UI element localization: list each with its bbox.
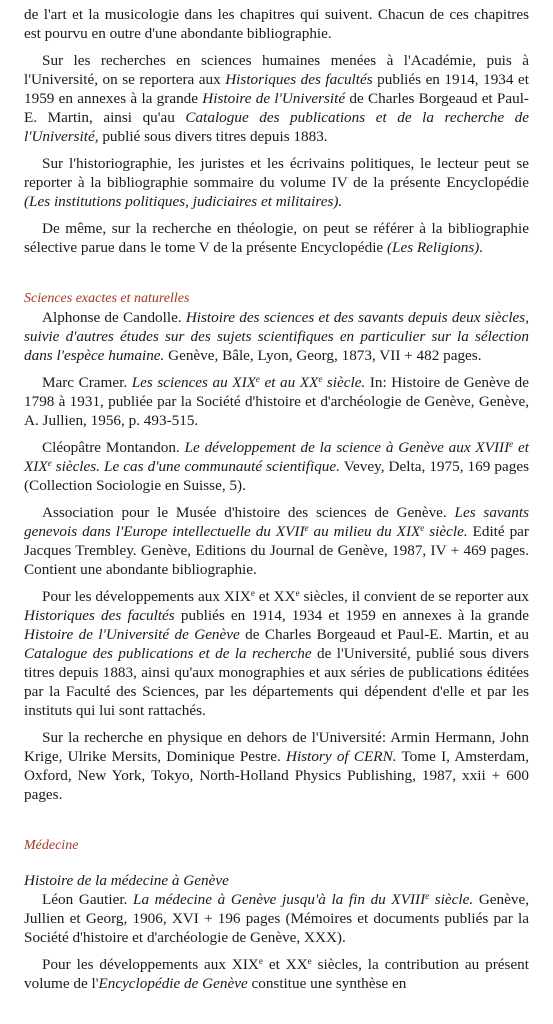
author: Cléopâtre Montandon. (42, 439, 185, 456)
text: au milieu du XIX (308, 523, 421, 540)
text: Les sciences au XIX (131, 374, 256, 391)
italic-title: Historiques des facultés (24, 607, 175, 624)
paragraph-physics-research (24, 728, 529, 804)
paragraph-theology (24, 219, 529, 257)
superscript: e (509, 439, 514, 449)
bibliography-entry-cramer (24, 373, 529, 430)
superscript: e (258, 956, 263, 966)
section-heading-sciences: Sciences exactes et naturelles (24, 291, 190, 306)
italic-title (133, 891, 473, 908)
superscript: e (250, 588, 255, 598)
author: Léon Gautier. (42, 891, 133, 908)
publication-info: Genève, Bâle, Lyon, Georg, 1873, VII + 482 pages. (164, 347, 482, 364)
publication-info: Edité par Jacques Trembley. Genève, Editions du Journal de Genève, 1987, IV + 469 pages. Contient une abondante bibliographie. (24, 523, 529, 578)
italic-title: (Les institutions politiques, judiciaires et militaires). (24, 193, 343, 210)
italic-title: Histoire de l'Université de Genève (24, 626, 240, 643)
author: Alphonse de Candolle. (42, 309, 186, 326)
text: La médecine à Genève jusqu'à la fin du XVIII (133, 891, 426, 908)
text: de l'Université, publié sous divers titres depuis 1883, ainsi qu'aux monographies et aux séries de publications éditées par la Faculté des Sciences, par les départements qui dépendent d'elle et par les instituts qui lui sont rattachés. (24, 645, 530, 719)
italic-title: Encyclopédie de Genève (98, 975, 248, 992)
paragraph-medecine-developments (24, 955, 529, 993)
text: de Charles Borgeaud et Paul-E. Martin, et au (239, 626, 529, 643)
text: Tome I, Amsterdam, Oxford, New York, Tokyo, North-Holland Physics Publishing, 1987, xxii + 600 pages. (24, 748, 529, 803)
italic-title: Histoire des sciences et des savants depuis deux siècles, suivie d'autres études sur des sujets scientifiques en particulier sur la sélection dans l'espèce humaine. (24, 309, 529, 364)
bibliography-entry-gautier (24, 890, 529, 947)
text: publiés en 1914, 1934 et 1959 en annexes à la grande (24, 71, 529, 107)
text: Sur l'historiographie, les juristes et les écrivains politiques, le lecteur peut se reporter à la bibliographie sommaire du volume IV de la présente Encyclopédie (24, 155, 529, 191)
author: Marc Cramer. (42, 374, 132, 391)
italic-title: Historiques des facultés (225, 71, 373, 88)
text: de l'art et la musicologie dans les chapitres qui suivent. Chacun de ces chapitres est pourvu en outre d'une abondante bibliographie. (24, 6, 529, 42)
text: publiés en 1914, 1934 et 1959 en annexes à la grande (174, 607, 529, 624)
publication-info: Genève, Jullien et Georg, 1906, XVI + 196 pages (Mémoires et documents publiés par la Société d'histoire et d'archéologie de Genève, XXX). (24, 891, 529, 946)
text: publié sous divers titres depuis 1883. (98, 128, 328, 145)
text: Pour les développements aux XIX (42, 956, 259, 973)
text: siècle. (424, 523, 468, 540)
section-heading-medecine: Médecine (24, 838, 79, 853)
publication-info: In: Histoire de Genève de 1798 à 1931, publiée par la Société d'histoire et d'archéologie de Genève, Genève, A. Jullien, 1956, p. 493-515. (24, 374, 529, 429)
text: Le développement de la science à Genève aux XVIII (184, 439, 510, 456)
italic-title (132, 374, 366, 391)
text: constitue une synthèse en (247, 975, 407, 992)
bibliography-entry-candolle (24, 308, 529, 365)
text: Sur la recherche en physique en dehors de l'Université: Armin Hermann, John Krige, Ulrike Mersits, Dominique Pestre. (24, 729, 529, 765)
text: siècle. (322, 374, 366, 391)
text: et au XX (259, 374, 319, 391)
paragraph-humanities-research (24, 51, 529, 146)
superscript: e (318, 374, 323, 384)
text: De même, sur la recherche en théologie, on peut se référer à la bibliographie sélective parue dans le tome V de la présente Encyclopédie (24, 220, 529, 256)
text: et XIX (24, 439, 529, 475)
text: Sur les recherches en sciences humaines menées à l'Académie, puis à l'Université, on se reportera aux (24, 52, 529, 88)
text: et XX (254, 588, 296, 605)
paragraph-historiography (24, 154, 529, 211)
publication-info: Vevey, Delta, 1975, 169 pages (Collection Sociologie en Suisse, 5). (24, 458, 529, 494)
italic-title: Histoire de l'Université (202, 90, 346, 107)
bibliography-entry-montandon (24, 438, 529, 495)
text: Pour les développements aux XIX (42, 588, 251, 605)
italic-title: History of CERN. (286, 748, 397, 765)
italic-title: Catalogue des publications et de la recherche (24, 645, 312, 662)
superscript: e (304, 523, 309, 533)
paragraph-intro-continuation (24, 5, 529, 43)
author: Association pour le Musée d'histoire des sciences de Genève. (42, 504, 455, 521)
superscript: e (295, 588, 300, 598)
superscript: e (255, 374, 260, 384)
text: siècles, la contribution au présent volume de l' (24, 956, 529, 992)
text: Les savants genevois dans l'Europe intellectuelle du XVII (24, 504, 529, 540)
superscript: e (47, 458, 52, 468)
section-gap (24, 855, 529, 871)
section-gap (24, 812, 529, 836)
italic-title: Catalogue des publications et de la recherche de l'Université, (24, 109, 529, 145)
text: siècles. Le cas d'une communauté scientifique. (51, 458, 340, 475)
superscript: e (420, 523, 425, 533)
italic-title: (Les Religions). (386, 239, 484, 256)
text: siècles, il convient de se reporter aux (299, 588, 529, 605)
superscript: e (425, 891, 430, 901)
subsection-heading-histoire-medecine: Histoire de la médecine à Genève (24, 872, 229, 889)
paragraph-sciences-developments (24, 587, 529, 720)
text: et XX (262, 956, 308, 973)
text: siècle. (429, 891, 474, 908)
section-gap (24, 265, 529, 289)
text: de Charles Borgeaud et Paul-E. Martin, ainsi qu'au (24, 90, 529, 126)
bibliography-entry-musee (24, 503, 529, 579)
superscript: e (307, 956, 312, 966)
